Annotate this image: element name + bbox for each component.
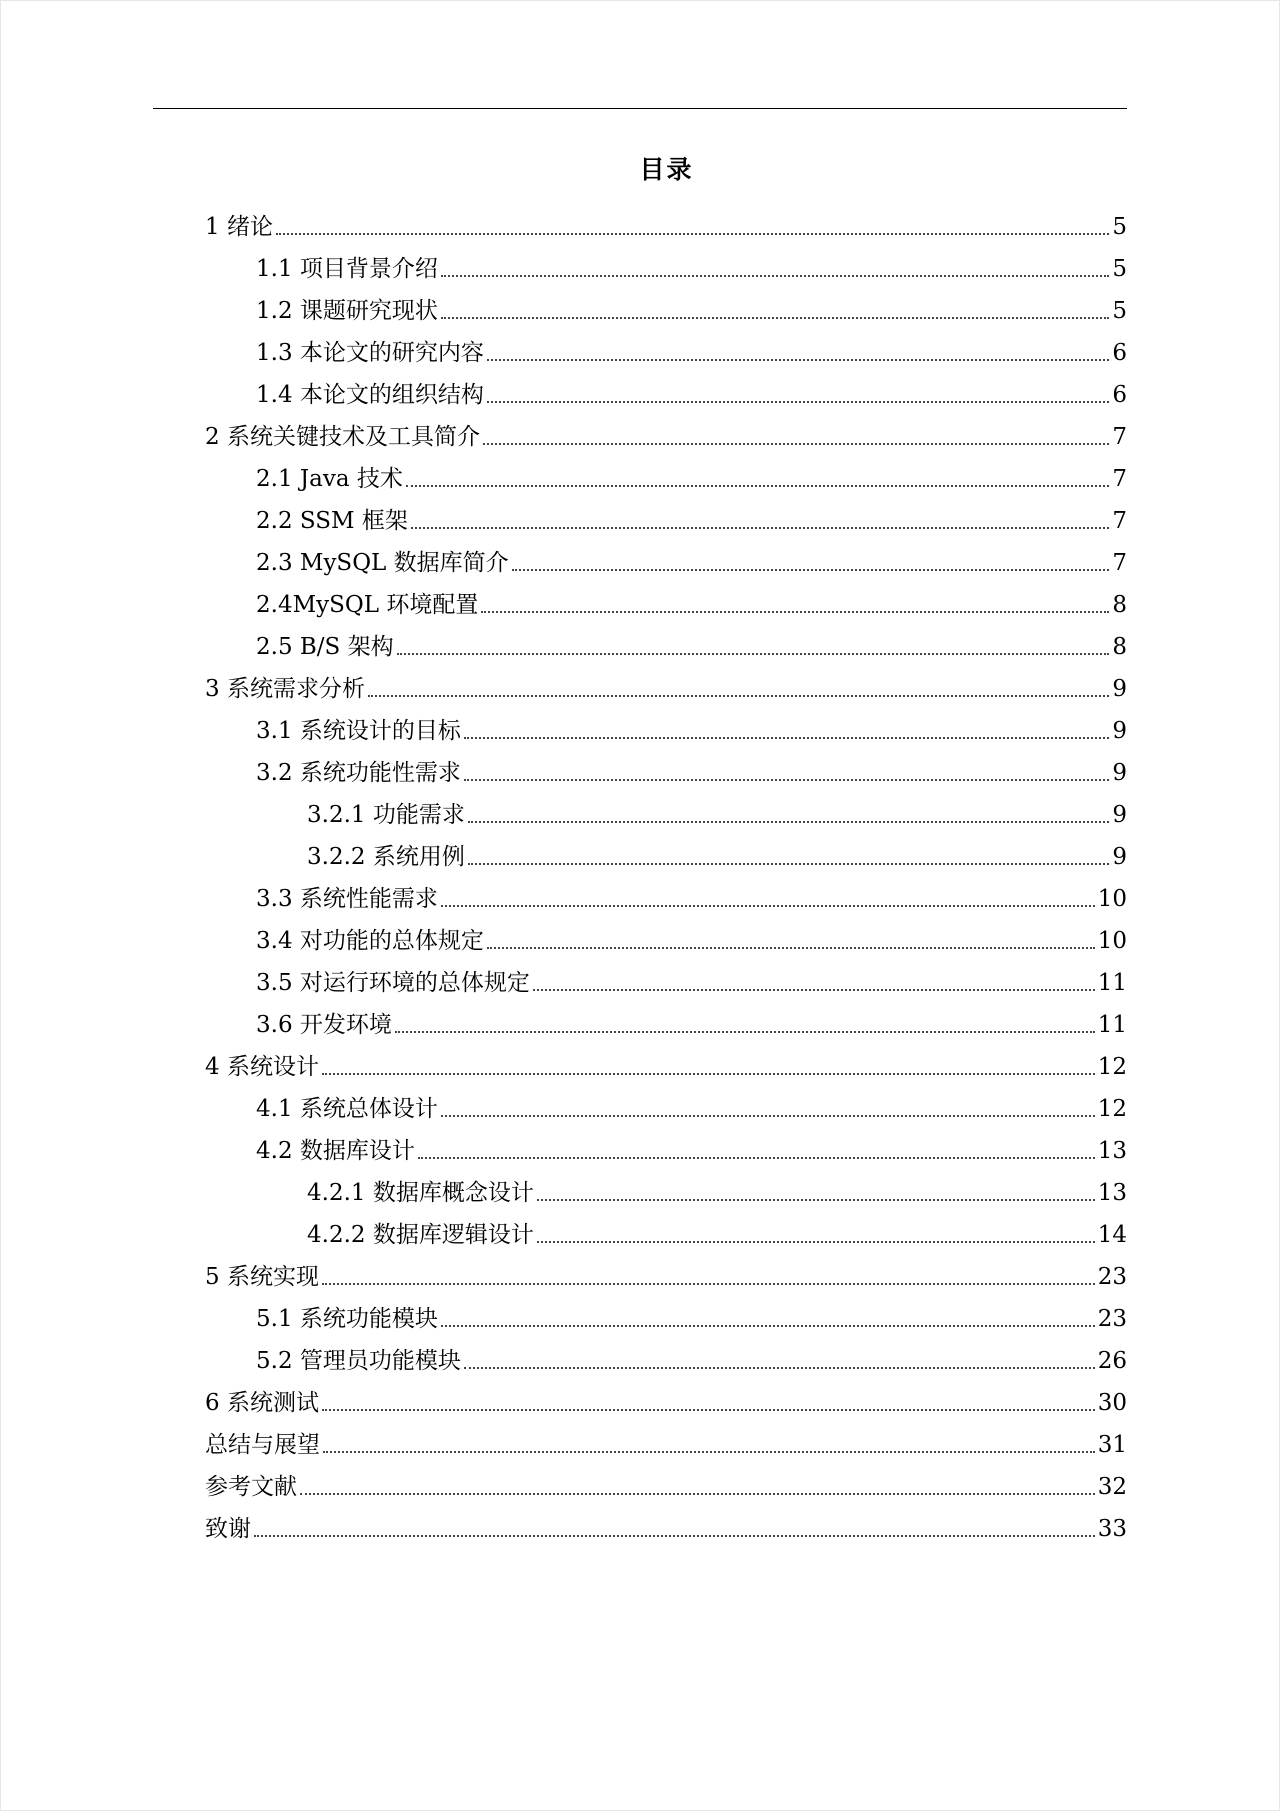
toc-page-number: 7 — [1112, 424, 1127, 450]
toc-page-number: 32 — [1097, 1474, 1127, 1500]
toc-dot-leader — [397, 653, 1110, 655]
toc-entry[interactable] — [0, 703, 1280, 745]
toc-title: 目录 — [639, 155, 694, 184]
toc-page-number: 13 — [1097, 1180, 1127, 1206]
toc-entry[interactable] — [0, 493, 1280, 535]
toc-page-number: 23 — [1097, 1306, 1127, 1332]
toc-page-number: 33 — [1097, 1516, 1127, 1542]
toc-entry-text: 4 系统设计 — [205, 1054, 319, 1080]
toc-dot-leader — [441, 905, 1095, 907]
toc-entry[interactable] — [0, 661, 1280, 703]
toc-dot-leader — [322, 1409, 1095, 1411]
toc-page-number: 9 — [1112, 718, 1127, 744]
toc-entry[interactable] — [0, 619, 1280, 661]
toc-dot-leader — [441, 317, 1109, 319]
toc-entry[interactable] — [0, 1291, 1280, 1333]
toc-page-number: 13 — [1097, 1138, 1127, 1164]
toc-dot-leader — [322, 1073, 1095, 1075]
toc-dot-leader — [468, 863, 1110, 865]
toc-dot-leader — [300, 1493, 1095, 1495]
toc-page-number: 26 — [1097, 1348, 1127, 1374]
toc-entry[interactable] — [0, 1081, 1280, 1123]
toc-dot-leader — [276, 233, 1109, 235]
toc-page-number: 5 — [1112, 214, 1127, 240]
toc-entry-text: 总结与展望 — [205, 1432, 320, 1458]
toc-entry[interactable] — [0, 283, 1280, 325]
toc-entry[interactable] — [0, 1375, 1280, 1417]
toc-page-number: 10 — [1097, 928, 1127, 954]
toc-page-number: 9 — [1112, 760, 1127, 786]
toc-dot-leader — [512, 569, 1110, 571]
toc-entry-text: 1 绪论 — [205, 214, 273, 240]
toc-entry-text: 1.1 项目背景介绍 — [256, 256, 438, 282]
toc-dot-leader — [464, 779, 1109, 781]
toc-dot-leader — [418, 1157, 1095, 1159]
toc-dot-leader — [254, 1535, 1095, 1537]
toc-dot-leader — [468, 821, 1110, 823]
toc-entry-text: 5 系统实现 — [205, 1264, 319, 1290]
toc-page-number: 5 — [1112, 256, 1127, 282]
toc-dot-leader — [441, 275, 1109, 277]
toc-list — [0, 199, 1280, 1543]
toc-entry-text: 1.3 本论文的研究内容 — [256, 340, 484, 366]
toc-entry-text: 3.2.1 功能需求 — [307, 802, 465, 828]
toc-entry-text: 3.2 系统功能性需求 — [256, 760, 461, 786]
toc-entry-text: 3.1 系统设计的目标 — [256, 718, 461, 744]
toc-page-number: 9 — [1112, 802, 1127, 828]
toc-entry[interactable] — [0, 241, 1280, 283]
toc-entry[interactable] — [0, 1123, 1280, 1165]
toc-entry-text: 3.3 系统性能需求 — [256, 886, 438, 912]
toc-entry[interactable] — [0, 1249, 1280, 1291]
toc-entry-text: 4.2.2 数据库逻辑设计 — [307, 1222, 534, 1248]
toc-entry-text: 3.4 对功能的总体规定 — [256, 928, 484, 954]
toc-page-number: 8 — [1112, 634, 1127, 660]
toc-entry[interactable] — [0, 451, 1280, 493]
toc-page-number: 6 — [1112, 340, 1127, 366]
toc-page-number: 11 — [1097, 1012, 1127, 1038]
toc-dot-leader — [441, 1325, 1095, 1327]
toc-dot-leader — [406, 485, 1110, 487]
toc-entry[interactable] — [0, 1417, 1280, 1459]
toc-entry[interactable] — [0, 871, 1280, 913]
toc-entry[interactable] — [0, 1165, 1280, 1207]
toc-entry-text: 2.3 MySQL 数据库简介 — [256, 550, 509, 576]
toc-dot-leader — [487, 947, 1095, 949]
toc-entry-text: 4.1 系统总体设计 — [256, 1096, 438, 1122]
toc-entry-text: 3.6 开发环境 — [256, 1012, 392, 1038]
toc-entry-text: 4.2.1 数据库概念设计 — [307, 1180, 534, 1206]
toc-entry[interactable] — [0, 367, 1280, 409]
toc-entry[interactable] — [0, 199, 1280, 241]
toc-page-number: 23 — [1097, 1264, 1127, 1290]
toc-dot-leader — [322, 1283, 1095, 1285]
toc-entry-text: 5.1 系统功能模块 — [256, 1306, 438, 1332]
toc-page-number: 7 — [1112, 466, 1127, 492]
toc-entry-text: 2.4MySQL 环境配置 — [256, 592, 479, 618]
toc-dot-leader — [441, 1115, 1095, 1117]
toc-entry-text: 5.2 管理员功能模块 — [256, 1348, 461, 1374]
toc-page-number: 14 — [1097, 1222, 1127, 1248]
toc-entry[interactable] — [0, 1207, 1280, 1249]
toc-entry[interactable] — [0, 829, 1280, 871]
toc-dot-leader — [411, 527, 1110, 529]
toc-dot-leader — [481, 611, 1109, 613]
toc-page-number: 12 — [1097, 1054, 1127, 1080]
toc-entry-text: 参考文献 — [205, 1474, 297, 1500]
toc-entry-text: 2 系统关键技术及工具简介 — [205, 424, 480, 450]
toc-entry-text: 2.1 Java 技术 — [256, 466, 403, 492]
toc-entry[interactable] — [0, 325, 1280, 367]
toc-entry-text: 6 系统测试 — [205, 1390, 319, 1416]
toc-entry[interactable] — [0, 955, 1280, 997]
toc-dot-leader — [537, 1241, 1095, 1243]
toc-entry[interactable] — [0, 745, 1280, 787]
toc-page-number: 7 — [1112, 508, 1127, 534]
toc-dot-leader — [464, 737, 1109, 739]
header-rule — [153, 108, 1127, 109]
toc-entry-text: 1.2 课题研究现状 — [256, 298, 438, 324]
toc-page-number: 7 — [1112, 550, 1127, 576]
toc-entry[interactable] — [0, 535, 1280, 577]
toc-dot-leader — [537, 1199, 1095, 1201]
toc-entry[interactable] — [0, 997, 1280, 1039]
toc-page-number: 12 — [1097, 1096, 1127, 1122]
toc-dot-leader — [487, 359, 1109, 361]
toc-entry-text: 致谢 — [205, 1516, 251, 1542]
toc-dot-leader — [464, 1367, 1095, 1369]
toc-page-number: 6 — [1112, 382, 1127, 408]
toc-page-number: 10 — [1097, 886, 1127, 912]
toc-page-number: 9 — [1112, 676, 1127, 702]
toc-dot-leader — [487, 401, 1109, 403]
toc-page-number: 9 — [1112, 844, 1127, 870]
toc-page-number: 8 — [1112, 592, 1127, 618]
toc-entry-text: 4.2 数据库设计 — [256, 1138, 415, 1164]
toc-entry[interactable] — [0, 1333, 1280, 1375]
toc-dot-leader — [533, 989, 1095, 991]
toc-entry[interactable] — [0, 409, 1280, 451]
toc-entry-text: 3.2.2 系统用例 — [307, 844, 465, 870]
toc-dot-leader — [323, 1451, 1095, 1453]
toc-page-number: 11 — [1097, 970, 1127, 996]
toc-entry[interactable] — [0, 1501, 1280, 1543]
toc-page-number: 30 — [1097, 1390, 1127, 1416]
toc-dot-leader — [395, 1031, 1095, 1033]
toc-dot-leader — [483, 443, 1109, 445]
toc-entry[interactable] — [0, 913, 1280, 955]
toc-entry[interactable] — [0, 1039, 1280, 1081]
toc-entry[interactable] — [0, 577, 1280, 619]
toc-page-number: 31 — [1097, 1432, 1127, 1458]
toc-dot-leader — [368, 695, 1109, 697]
toc-entry-text: 2.2 SSM 框架 — [256, 508, 408, 534]
toc-entry-text: 3.5 对运行环境的总体规定 — [256, 970, 530, 996]
toc-entry[interactable] — [0, 787, 1280, 829]
toc-page-number: 5 — [1112, 298, 1127, 324]
toc-entry[interactable] — [0, 1459, 1280, 1501]
toc-entry-text: 2.5 B/S 架构 — [256, 634, 394, 660]
toc-entry-text: 3 系统需求分析 — [205, 676, 365, 702]
toc-entry-text: 1.4 本论文的组织结构 — [256, 382, 484, 408]
